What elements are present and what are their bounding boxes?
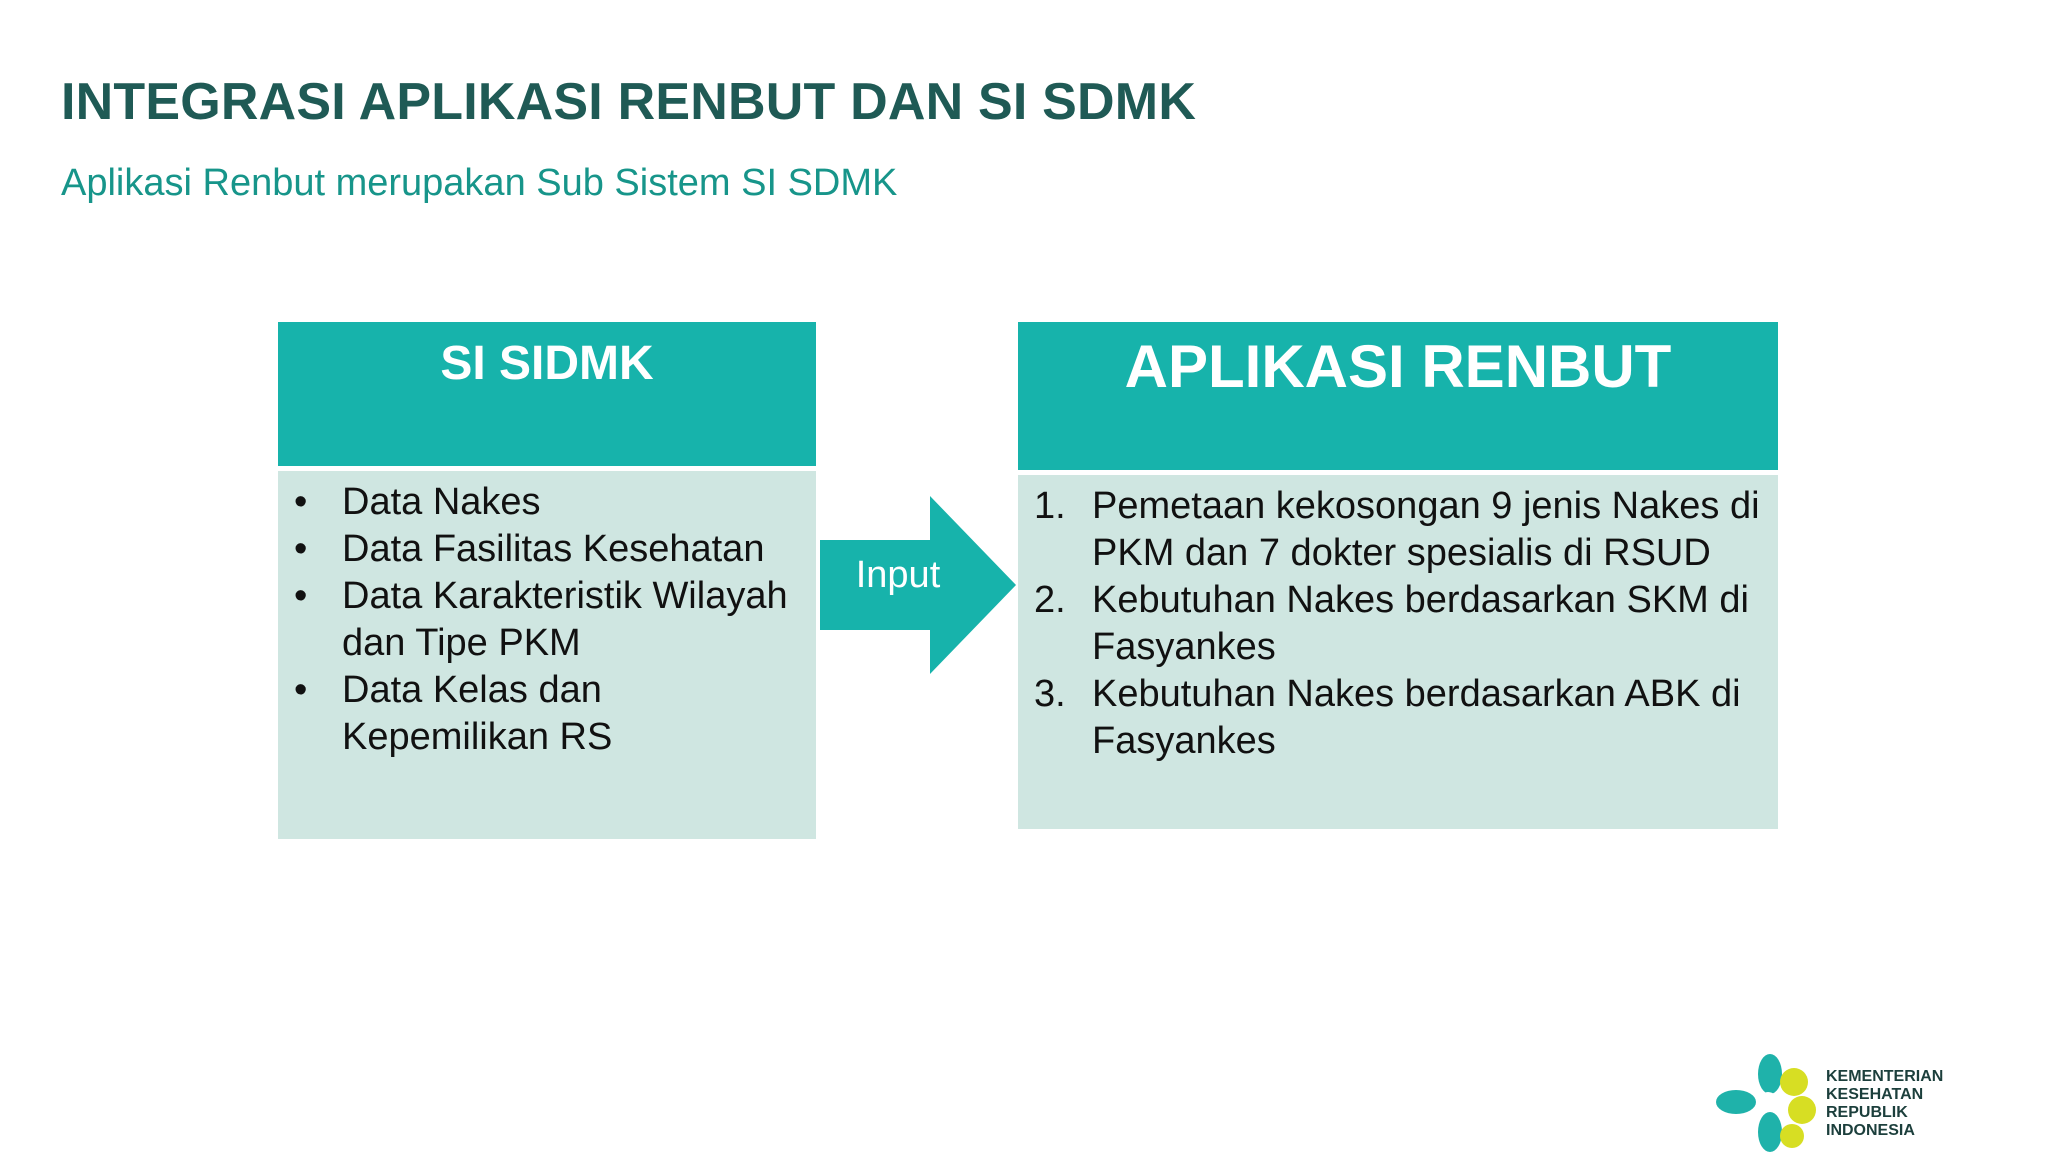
list-item-text: Data Fasilitas Kesehatan (342, 528, 765, 570)
list-item (1018, 671, 1768, 765)
list-item (1018, 577, 1768, 671)
aplikasi-renbut-list (1018, 483, 1768, 765)
list-number: 3. (1034, 673, 1066, 715)
logo-line: REPUBLIK (1826, 1104, 1908, 1121)
kemenkes-logo (1714, 1052, 1964, 1152)
logo-text (1826, 1068, 1943, 1140)
list-item (278, 573, 806, 667)
input-arrow (818, 494, 1018, 676)
list-number: 1. (1034, 485, 1066, 527)
logo-line: KESEHATAN (1826, 1086, 1924, 1103)
list-item-text: Data Karakteristik Wilayah dan Tipe PKM (342, 575, 788, 664)
list-item-text: Pemetaan kekosongan 9 jenis Nakes di PKM dan 7 dokter spesialis di RSUD (1092, 485, 1760, 574)
list-item (278, 526, 806, 573)
slide-subtitle: Aplikasi Renbut merupakan Sub Sistem SI SDMK (61, 162, 898, 204)
bullet-marker: • (294, 669, 308, 711)
logo-line: INDONESIA (1826, 1122, 1915, 1139)
bullet-marker: • (294, 575, 308, 617)
list-item-text: Kebutuhan Nakes berdasarkan ABK di Fasyankes (1092, 673, 1741, 762)
list-number: 2. (1034, 579, 1066, 621)
list-item (278, 479, 806, 526)
kemenkes-emblem-icon (1714, 1052, 1824, 1152)
si-sdmk-body (278, 471, 816, 839)
slide-title: INTEGRASI APLIKASI RENBUT DAN SI SDMK (61, 73, 1197, 131)
list-item-text: Kebutuhan Nakes berdasarkan SKM di Fasyankes (1092, 579, 1749, 668)
list-item-text: Data Kelas dan Kepemilikan RS (342, 669, 613, 758)
list-item (278, 667, 806, 761)
logo-line: KEMENTERIAN (1826, 1068, 1944, 1085)
si-sdmk-header (278, 322, 816, 466)
si-sdmk-header-label: SI SIDMK (440, 337, 654, 390)
arrow-label: Input (855, 554, 941, 596)
aplikasi-renbut-header-label: APLIKASI RENBUT (1124, 333, 1672, 400)
aplikasi-renbut-header (1018, 322, 1778, 470)
list-item-text: Data Nakes (342, 481, 541, 523)
list-item (1018, 483, 1768, 577)
aplikasi-renbut-body (1018, 475, 1778, 829)
si-sdmk-list (278, 479, 806, 761)
bullet-marker: • (294, 481, 308, 523)
bullet-marker: • (294, 528, 308, 570)
